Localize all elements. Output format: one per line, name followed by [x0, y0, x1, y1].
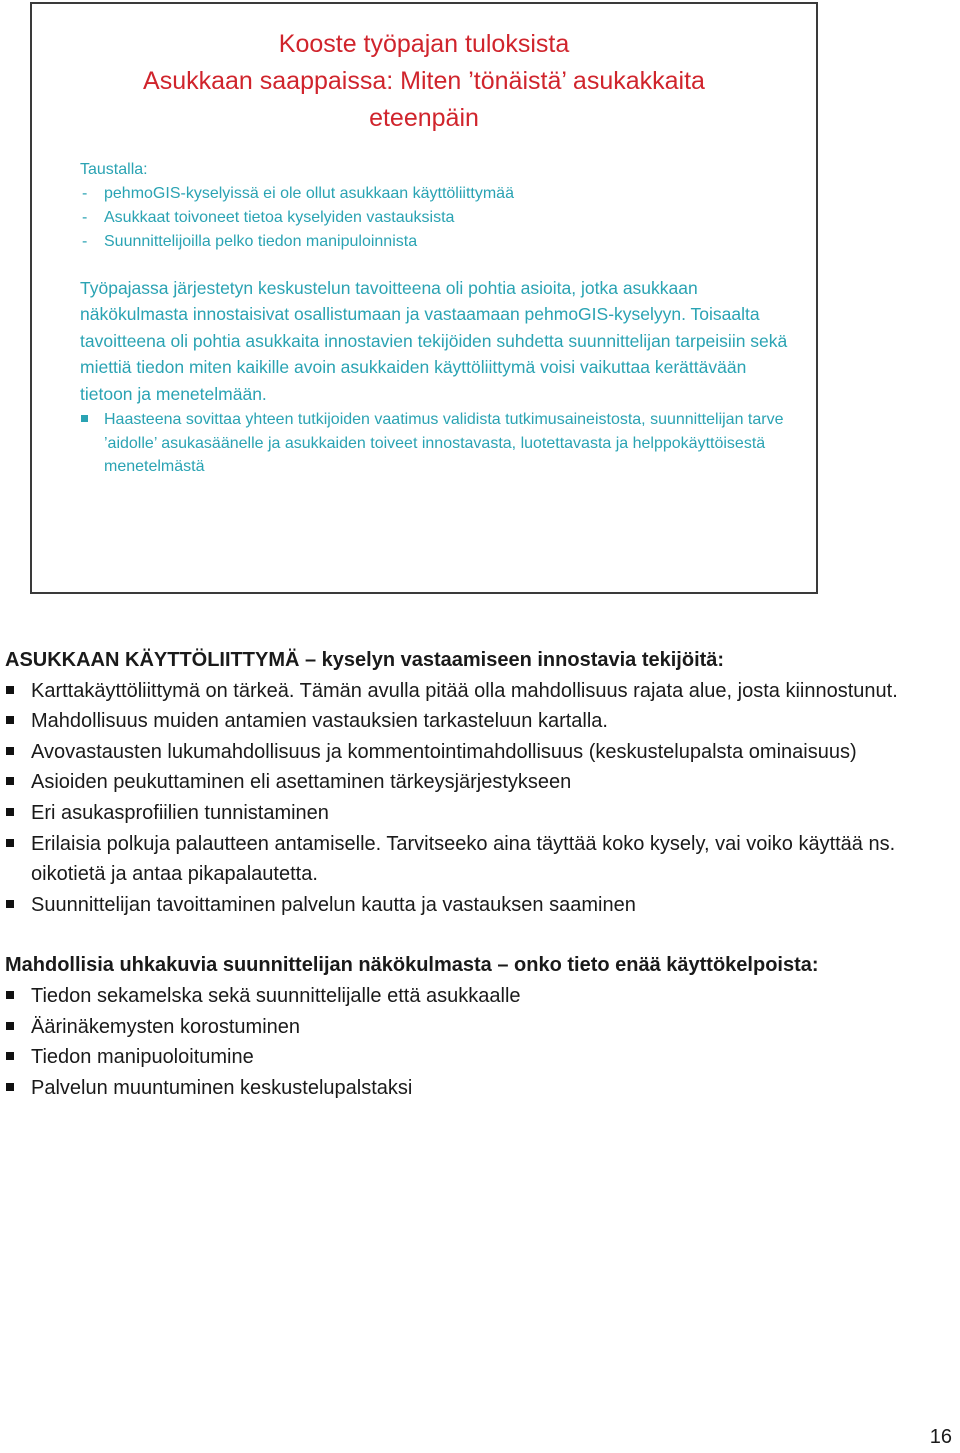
background-list [80, 182, 790, 254]
notes [5, 645, 945, 1103]
list-item [5, 829, 945, 890]
square-bullet-icon [6, 747, 14, 755]
list-item-text: Tiedon manipuoloitumine [31, 1046, 254, 1069]
background-heading: Taustalla: [80, 161, 148, 178]
square-bullet-icon [6, 839, 14, 847]
list-item [5, 798, 945, 829]
square-bullet-icon [6, 808, 14, 816]
slide-title-line: Asukkaan saappaissa: Miten ’tönäistä’ asukakkaita [143, 67, 705, 95]
square-bullet-icon [6, 777, 14, 785]
list-item-text: Äärinäkemysten korostuminen [31, 1015, 301, 1038]
list-item [5, 737, 945, 768]
section-spacer [5, 920, 945, 950]
square-bullet-icon [6, 716, 14, 724]
list-item [5, 1042, 945, 1073]
square-bullet-icon [6, 1052, 14, 1060]
list-item [5, 706, 945, 737]
slide-bullet-text: Haasteena sovittaa yhteen tutkijoiden vaatimus validista tutkimusaineistosta, suunnittelijan tarve ’aidolle’ asukasäänelle ja asukkaiden toiveet innostavasta, luotettavasta ja helppokäyttöisestä menetelmästä [104, 411, 784, 476]
page-number: 16 [929, 1426, 952, 1448]
square-bullet-icon [6, 900, 14, 908]
slide-body [80, 158, 790, 479]
section-heading-threats: Mahdollisia uhkakuvia suunnittelijan näkökulmasta – onko tieto enää käyttökelpoista: [5, 954, 819, 977]
list-item [5, 767, 945, 798]
list-item: - Asukkaat toivoneet tietoa kyselyiden vastauksista [80, 206, 790, 230]
list-item: - Suunnittelijoilla pelko tiedon manipuloinnista [80, 230, 790, 254]
ui-factors-list [5, 676, 945, 921]
list-item-text: Erilaisia polkuja palautteen antamiselle. Tarvitseeko aina täyttää koko kysely, vai voiko käyttää ns. oikotietä ja antaa pikapalautetta. [31, 832, 896, 886]
list-item [5, 890, 945, 921]
list-item-text: Mahdollisuus muiden antamien vastauksien tarkasteluun kartalla. [31, 710, 608, 733]
list-item-text: Tiedon sekamelska sekä suunnittelijalle että asukkaalle [31, 984, 521, 1007]
square-bullet-icon [6, 1022, 14, 1030]
list-item: - pehmoGIS-kyselyissä ei ole ollut asukkaan käyttöliittymää [80, 182, 790, 206]
list-item-text: Avovastausten lukumahdollisuus ja kommentointimahdollisuus (keskustelupalsta ominaisuus) [31, 740, 857, 763]
threats-list [5, 981, 945, 1103]
square-bullet-icon [6, 1083, 14, 1091]
list-item-text: Suunnittelijan tavoittaminen palvelun kautta ja vastauksen saaminen [31, 893, 636, 916]
square-bullet-icon [81, 415, 88, 422]
list-item-text: Palvelun muuntuminen keskustelupalstaksi [31, 1076, 413, 1099]
slide-title [32, 26, 816, 137]
square-bullet-icon [6, 991, 14, 999]
slide-thumbnail [30, 2, 818, 594]
square-bullet-icon [6, 686, 14, 694]
slide-bullet-item [80, 408, 790, 479]
list-item-text: Eri asukasprofiilien tunnistaminen [31, 801, 329, 824]
section-heading-ui: ASUKKAAN KÄYTTÖLIITTYMÄ – kyselyn vastaamiseen innostavia tekijöitä: [5, 649, 725, 671]
slide-title-line: Kooste työpajan tuloksista [278, 30, 570, 58]
list-item-text: Asioiden peukuttaminen eli asettaminen tärkeysjärjestykseen [31, 771, 572, 794]
list-item [5, 1012, 945, 1043]
list-item [5, 1073, 945, 1104]
list-item [5, 676, 945, 707]
slide-paragraph: Työpajassa järjestetyn keskustelun tavoitteena oli pohtia asioita, jotka asukkaan näkökulmasta innostaisivat osallistumaan ja vastaamaan pehmoGIS-kyselyyn. Toisaalta tavoitteena oli pohtia asukkaita innostavien tekijöiden suhdetta suunnittelijan tarpeisiin sekä miettiä tiedon miten kaikille avoin asukkaiden käyttöliittymä voisi vaikuttaa kerättävään tietoon ja menetelmään. [80, 278, 788, 404]
slide-title-line: eteenpäin [369, 104, 479, 132]
list-item [5, 981, 945, 1012]
list-item-text: Karttakäyttöliittymä on tärkeä. Tämän avulla pitää olla mahdollisuus rajata alue, josta kiinnostunut. [31, 679, 898, 702]
